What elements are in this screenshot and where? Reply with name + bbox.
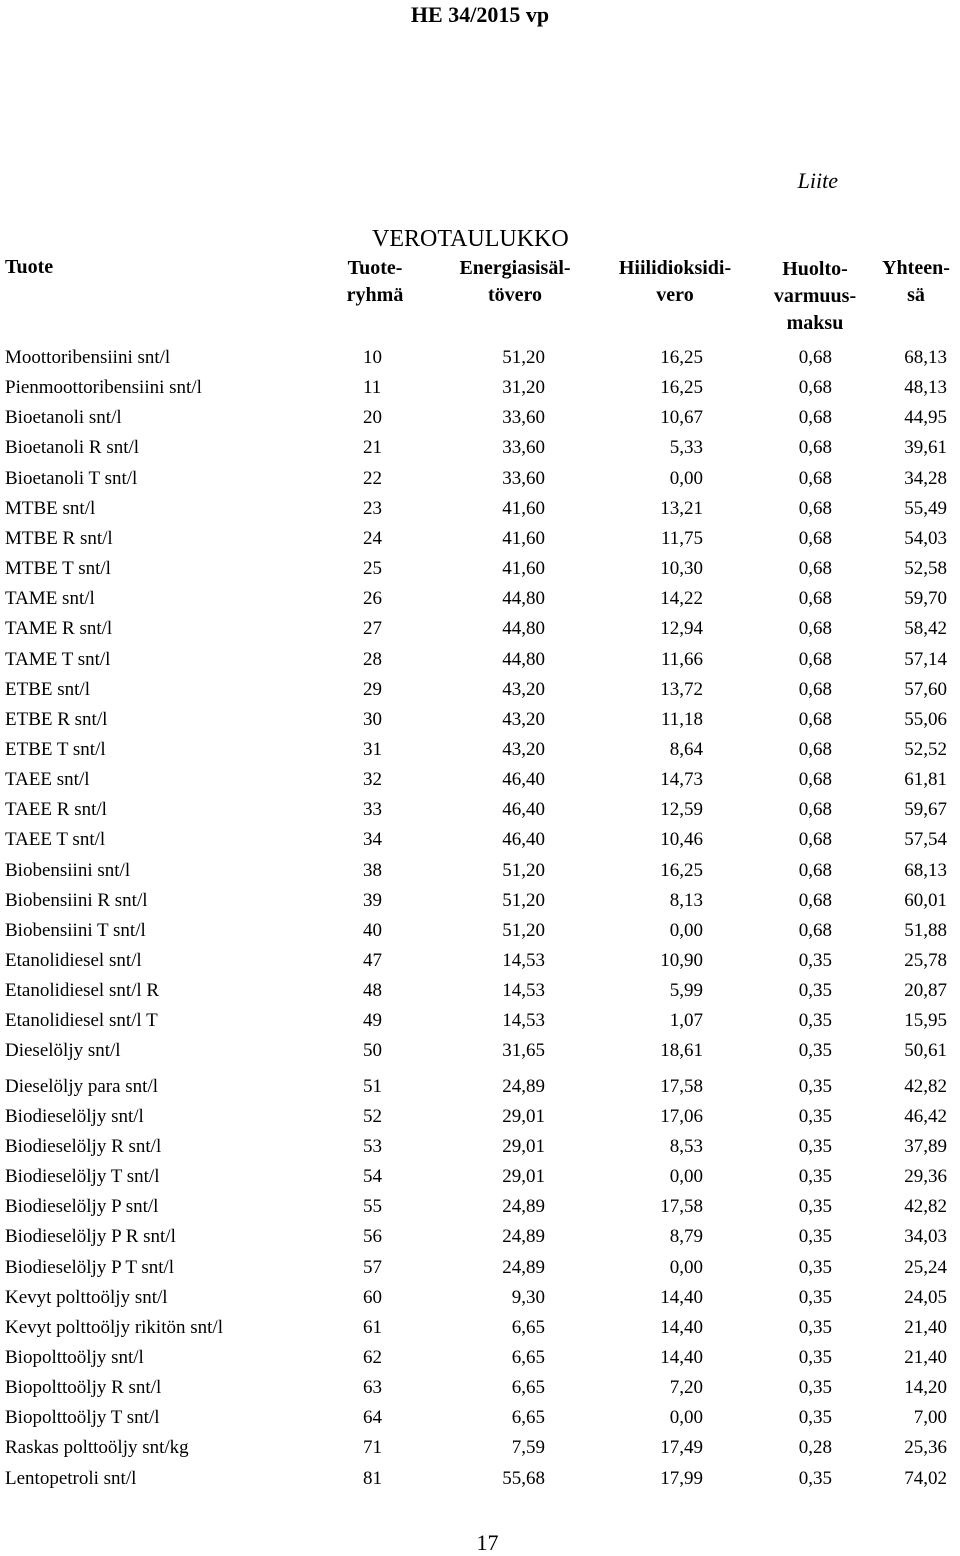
co2-tax-value: 16,25 (660, 347, 703, 368)
total-value: 25,24 (904, 1256, 947, 1278)
product-group: 31 (363, 738, 382, 760)
table-row (0, 554, 960, 584)
product-name: Bioetanoli snt/l (5, 407, 122, 429)
energy-tax-value: 46,40 (502, 829, 545, 851)
table-row (0, 1132, 960, 1162)
column-header-total: Yhteen- sä (882, 257, 950, 306)
table-row (0, 614, 960, 644)
table-row (0, 886, 960, 916)
product-group: 26 (363, 588, 382, 610)
total-value: 39,61 (904, 437, 947, 459)
product-name: Lentopetroli snt/l (5, 1467, 137, 1489)
co2-tax-value: 8,13 (669, 889, 703, 911)
security-fee-value: 0,68 (798, 437, 832, 459)
energy-tax-value: 24,89 (502, 1196, 545, 1218)
co2-tax-value: 7,20 (669, 1377, 703, 1399)
security-fee-value: 0,35 (798, 1316, 832, 1338)
security-fee-value: 0,68 (798, 588, 832, 610)
total-value: 57,54 (904, 829, 947, 851)
product-group: 53 (363, 1135, 382, 1157)
security-fee-value: 0,35 (798, 1467, 832, 1489)
co2-tax-value: 14,40 (660, 1286, 703, 1308)
table-row (0, 1373, 960, 1403)
total-value: 57,60 (904, 678, 947, 700)
product-name: Etanolidiesel snt/l (5, 950, 142, 971)
total-value: 46,42 (904, 1105, 947, 1127)
table-row (0, 645, 960, 675)
product-group: 39 (363, 889, 382, 911)
product-group: 52 (363, 1105, 382, 1127)
product-name: ETBE T snt/l (5, 738, 106, 760)
energy-tax-value: 24,89 (502, 1226, 545, 1248)
table-row (0, 343, 960, 373)
product-group: 61 (363, 1316, 382, 1338)
product-name: Dieselöljy snt/l (5, 1040, 121, 1062)
total-value: 68,13 (904, 347, 947, 368)
product-group: 28 (363, 648, 382, 670)
product-group: 51 (363, 1075, 382, 1097)
product-name: Biopolttoöljy T snt/l (5, 1407, 160, 1429)
co2-tax-value: 1,07 (669, 1010, 703, 1032)
energy-tax-value: 14,53 (502, 980, 545, 1002)
column-header-product: Tuote (5, 256, 54, 278)
energy-tax-value: 9,30 (511, 1286, 545, 1308)
energy-tax-value: 44,80 (502, 588, 545, 610)
total-value: 21,40 (904, 1316, 947, 1338)
total-value: 20,87 (904, 980, 947, 1002)
security-fee-value: 0,35 (798, 980, 832, 1002)
product-name: Biodieselöljy P snt/l (5, 1196, 159, 1218)
product-name: TAEE R snt/l (5, 799, 107, 821)
security-fee-value: 0,35 (798, 1105, 832, 1127)
total-value: 54,03 (904, 527, 947, 549)
co2-tax-value: 0,00 (669, 1166, 703, 1188)
energy-tax-value: 33,60 (502, 437, 545, 459)
security-fee-value: 0,68 (798, 919, 832, 941)
product-name: Bioetanoli R snt/l (5, 437, 140, 459)
total-value: 42,82 (904, 1075, 947, 1097)
product-group: 63 (363, 1377, 382, 1399)
security-fee-value: 0,68 (798, 889, 832, 911)
security-fee-value: 0,35 (798, 1226, 832, 1248)
co2-tax-value: 12,59 (660, 799, 703, 821)
security-fee-value: 0,68 (798, 829, 832, 851)
energy-tax-value: 44,80 (502, 618, 545, 640)
product-name: Biopolttoöljy R snt/l (5, 1377, 162, 1399)
energy-tax-value: 51,20 (502, 347, 545, 368)
energy-tax-value: 43,20 (502, 708, 545, 730)
co2-tax-value: 16,25 (660, 859, 703, 881)
product-name: MTBE snt/l (5, 497, 96, 519)
table-row (0, 403, 960, 433)
table-row (0, 464, 960, 494)
product-group: 54 (363, 1166, 382, 1188)
product-group: 71 (363, 1437, 382, 1459)
appendix-label: Liite (797, 168, 838, 193)
table-row (0, 524, 960, 554)
energy-tax-value: 31,65 (502, 1040, 545, 1062)
product-name: ETBE R snt/l (5, 708, 108, 730)
total-value: 59,67 (904, 799, 947, 821)
table-row (0, 946, 960, 976)
column-header-co2-tax: Hiilidioksidi- vero (618, 257, 732, 306)
energy-tax-value: 46,40 (502, 799, 545, 821)
table-row (0, 1313, 960, 1343)
energy-tax-value: 24,89 (502, 1256, 545, 1278)
product-group: 20 (363, 407, 382, 429)
co2-tax-value: 8,64 (669, 738, 703, 760)
total-value: 7,00 (913, 1407, 947, 1429)
product-group: 55 (363, 1196, 382, 1218)
table-row (0, 373, 960, 403)
co2-tax-value: 17,49 (660, 1437, 703, 1459)
energy-tax-value: 24,89 (502, 1075, 545, 1097)
product-group: 81 (363, 1467, 382, 1489)
energy-tax-value: 29,01 (502, 1135, 545, 1157)
total-value: 61,81 (904, 769, 947, 791)
product-group: 21 (363, 437, 382, 459)
table-row (0, 584, 960, 614)
product-group: 47 (363, 950, 382, 971)
product-name: TAEE snt/l (5, 769, 90, 791)
security-fee-value: 0,35 (798, 950, 832, 971)
energy-tax-value: 41,60 (502, 527, 545, 549)
energy-tax-value: 41,60 (502, 497, 545, 519)
product-group: 50 (363, 1040, 382, 1062)
table-row (0, 675, 960, 705)
product-name: Biodieselöljy T snt/l (5, 1166, 160, 1188)
total-value: 58,42 (904, 618, 947, 640)
product-name: Biodieselöljy R snt/l (5, 1135, 162, 1157)
product-name: Biobensiini snt/l (5, 859, 131, 881)
table-row (0, 1036, 960, 1066)
column-header-energy-tax: Energiasisäl- tövero (459, 257, 571, 306)
total-value: 51,88 (904, 919, 947, 941)
co2-tax-value: 10,67 (660, 407, 703, 429)
co2-tax-value: 5,99 (669, 980, 703, 1002)
energy-tax-value: 43,20 (502, 678, 545, 700)
product-group: 34 (363, 829, 382, 851)
total-value: 44,95 (904, 407, 947, 429)
energy-tax-value: 29,01 (502, 1105, 545, 1127)
energy-tax-value: 7,59 (511, 1437, 545, 1459)
security-fee-value: 0,68 (798, 708, 832, 730)
product-name: TAME R snt/l (5, 618, 113, 640)
product-group: 33 (363, 799, 382, 821)
product-name: Raskas polttoöljy snt/kg (5, 1437, 189, 1459)
energy-tax-value: 31,20 (502, 377, 545, 399)
total-value: 15,95 (904, 1010, 947, 1032)
table-row (0, 916, 960, 946)
co2-tax-value: 16,25 (660, 377, 703, 399)
security-fee-value: 0,68 (798, 769, 832, 791)
security-fee-value: 0,68 (798, 377, 832, 399)
energy-tax-value: 51,20 (502, 859, 545, 881)
table-row (0, 1102, 960, 1132)
product-name: Etanolidiesel snt/l R (5, 980, 160, 1002)
column-header-group: Tuote- ryhmä (346, 257, 404, 306)
security-fee-value: 0,68 (798, 407, 832, 429)
energy-tax-value: 6,65 (511, 1346, 545, 1368)
table-row (0, 494, 960, 524)
product-group: 38 (363, 859, 382, 881)
product-group: 30 (363, 708, 382, 730)
product-name: Biobensiini T snt/l (5, 919, 146, 941)
co2-tax-value: 18,61 (660, 1040, 703, 1062)
product-name: Biobensiini R snt/l (5, 889, 148, 911)
table-row (0, 735, 960, 765)
product-group: 23 (363, 497, 382, 519)
table-row (0, 1343, 960, 1373)
table-row (0, 1283, 960, 1313)
product-name: Bioetanoli T snt/l (5, 467, 138, 489)
total-value: 68,13 (904, 859, 947, 881)
security-fee-value: 0,68 (798, 527, 832, 549)
product-name: Biodieselöljy snt/l (5, 1105, 144, 1127)
total-value: 24,05 (904, 1286, 947, 1308)
product-group: 60 (363, 1286, 382, 1308)
product-name: MTBE R snt/l (5, 527, 113, 549)
table-row (0, 976, 960, 1006)
product-group: 27 (363, 618, 382, 640)
table-row (0, 795, 960, 825)
energy-tax-value: 33,60 (502, 407, 545, 429)
co2-tax-value: 14,40 (660, 1346, 703, 1368)
product-group: 40 (363, 919, 382, 941)
total-value: 25,36 (904, 1437, 947, 1459)
energy-tax-value: 41,60 (502, 558, 545, 580)
product-group: 22 (363, 467, 382, 489)
total-value: 60,01 (904, 889, 947, 911)
table-row (0, 1464, 960, 1494)
security-fee-value: 0,68 (798, 558, 832, 580)
security-fee-value: 0,68 (798, 497, 832, 519)
product-group: 32 (363, 769, 382, 791)
total-value: 52,58 (904, 558, 947, 580)
table-row (0, 1006, 960, 1036)
product-name: TAEE T snt/l (5, 829, 106, 851)
table-row (0, 1162, 960, 1192)
co2-tax-value: 10,46 (660, 829, 703, 851)
total-value: 37,89 (904, 1135, 947, 1157)
co2-tax-value: 10,90 (660, 950, 703, 971)
security-fee-value: 0,68 (798, 678, 832, 700)
product-group: 49 (363, 1010, 382, 1032)
energy-tax-value: 6,65 (511, 1407, 545, 1429)
product-group: 24 (363, 527, 382, 549)
total-value: 57,14 (904, 648, 947, 670)
table-title: VEROTAULUKKO (372, 226, 569, 252)
security-fee-value: 0,35 (798, 1286, 832, 1308)
security-fee-value: 0,35 (798, 1135, 832, 1157)
table-row (0, 1072, 960, 1102)
security-fee-value: 0,68 (798, 618, 832, 640)
product-name: TAME T snt/l (5, 648, 111, 670)
security-fee-value: 0,28 (798, 1437, 832, 1459)
table-row (0, 856, 960, 886)
security-fee-value: 0,68 (798, 347, 832, 368)
security-fee-value: 0,35 (798, 1196, 832, 1218)
product-name: ETBE snt/l (5, 678, 90, 700)
table-row (0, 1222, 960, 1252)
total-value: 50,61 (904, 1040, 947, 1062)
energy-tax-value: 55,68 (502, 1467, 545, 1489)
product-name: Pienmoottoribensiini snt/l (5, 377, 202, 399)
co2-tax-value: 14,22 (660, 588, 703, 610)
security-fee-value: 0,35 (798, 1346, 832, 1368)
product-name: Kevyt polttoöljy snt/l (5, 1286, 168, 1308)
total-value: 29,36 (904, 1166, 947, 1188)
table-row (0, 825, 960, 855)
table-row (0, 1433, 960, 1463)
security-fee-value: 0,35 (798, 1040, 832, 1062)
security-fee-value: 0,68 (798, 648, 832, 670)
total-value: 21,40 (904, 1346, 947, 1368)
product-name: Etanolidiesel snt/l T (5, 1010, 158, 1032)
energy-tax-value: 14,53 (502, 1010, 545, 1032)
product-group: 29 (363, 678, 382, 700)
total-value: 25,78 (904, 950, 947, 971)
table-row (0, 1253, 960, 1283)
security-fee-value: 0,68 (798, 799, 832, 821)
co2-tax-value: 17,06 (660, 1105, 703, 1127)
co2-tax-value: 13,21 (660, 497, 703, 519)
co2-tax-value: 12,94 (660, 618, 703, 640)
energy-tax-value: 29,01 (502, 1166, 545, 1188)
total-value: 55,06 (904, 708, 947, 730)
product-group: 10 (363, 347, 382, 368)
security-fee-value: 0,68 (798, 738, 832, 760)
co2-tax-value: 17,99 (660, 1467, 703, 1489)
product-group: 62 (363, 1346, 382, 1368)
table-row (0, 765, 960, 795)
co2-tax-value: 0,00 (669, 467, 703, 489)
security-fee-value: 0,68 (798, 467, 832, 489)
product-name: Biodieselöljy P T snt/l (5, 1256, 175, 1278)
security-fee-value: 0,35 (798, 1256, 832, 1278)
product-group: 56 (363, 1226, 382, 1248)
product-group: 64 (363, 1407, 382, 1429)
total-value: 55,49 (904, 497, 947, 519)
energy-tax-value: 6,65 (511, 1377, 545, 1399)
energy-tax-value: 51,20 (502, 889, 545, 911)
total-value: 34,28 (904, 467, 947, 489)
co2-tax-value: 11,66 (660, 648, 703, 670)
product-group: 57 (363, 1256, 382, 1278)
product-group: 48 (363, 980, 382, 1002)
total-value: 34,03 (904, 1226, 947, 1248)
energy-tax-value: 43,20 (502, 738, 545, 760)
column-header-security-fee: Huolto- varmuus- maksu (773, 258, 857, 334)
co2-tax-value: 0,00 (669, 919, 703, 941)
security-fee-value: 0,35 (798, 1075, 832, 1097)
total-value: 52,52 (904, 738, 947, 760)
energy-tax-value: 46,40 (502, 769, 545, 791)
table-row (0, 705, 960, 735)
total-value: 59,70 (904, 588, 947, 610)
co2-tax-value: 11,18 (660, 708, 703, 730)
co2-tax-value: 8,79 (669, 1226, 703, 1248)
security-fee-value: 0,68 (798, 859, 832, 881)
total-value: 42,82 (904, 1196, 947, 1218)
energy-tax-value: 6,65 (511, 1316, 545, 1338)
table-row (0, 1192, 960, 1222)
co2-tax-value: 8,53 (669, 1135, 703, 1157)
co2-tax-value: 11,75 (660, 527, 703, 549)
product-name: Biodieselöljy P R snt/l (5, 1226, 176, 1248)
co2-tax-value: 14,40 (660, 1316, 703, 1338)
product-name: TAME snt/l (5, 588, 95, 610)
co2-tax-value: 14,73 (660, 769, 703, 791)
product-name: Dieselöljy para snt/l (5, 1075, 159, 1097)
table-row (0, 1403, 960, 1433)
co2-tax-value: 10,30 (660, 558, 703, 580)
security-fee-value: 0,35 (798, 1377, 832, 1399)
product-name: Biopolttoöljy snt/l (5, 1346, 144, 1368)
co2-tax-value: 0,00 (669, 1407, 703, 1429)
energy-tax-value: 14,53 (502, 950, 545, 971)
energy-tax-value: 51,20 (502, 919, 545, 941)
energy-tax-value: 44,80 (502, 648, 545, 670)
co2-tax-value: 13,72 (660, 678, 703, 700)
document-header: HE 34/2015 vp (410, 2, 550, 27)
co2-tax-value: 0,00 (669, 1256, 703, 1278)
table-row (0, 433, 960, 463)
co2-tax-value: 17,58 (660, 1075, 703, 1097)
product-group: 11 (363, 377, 382, 399)
total-value: 48,13 (904, 377, 947, 399)
product-name: MTBE T snt/l (5, 558, 111, 580)
total-value: 74,02 (904, 1467, 947, 1489)
product-name: Moottoribensiini snt/l (5, 347, 171, 368)
co2-tax-value: 17,58 (660, 1196, 703, 1218)
co2-tax-value: 5,33 (669, 437, 703, 459)
total-value: 14,20 (904, 1377, 947, 1399)
page-number: 17 (476, 1530, 499, 1555)
product-group: 25 (363, 558, 382, 580)
security-fee-value: 0,35 (798, 1010, 832, 1032)
security-fee-value: 0,35 (798, 1166, 832, 1188)
product-name: Kevyt polttoöljy rikitön snt/l (5, 1316, 223, 1338)
energy-tax-value: 33,60 (502, 467, 545, 489)
security-fee-value: 0,35 (798, 1407, 832, 1429)
